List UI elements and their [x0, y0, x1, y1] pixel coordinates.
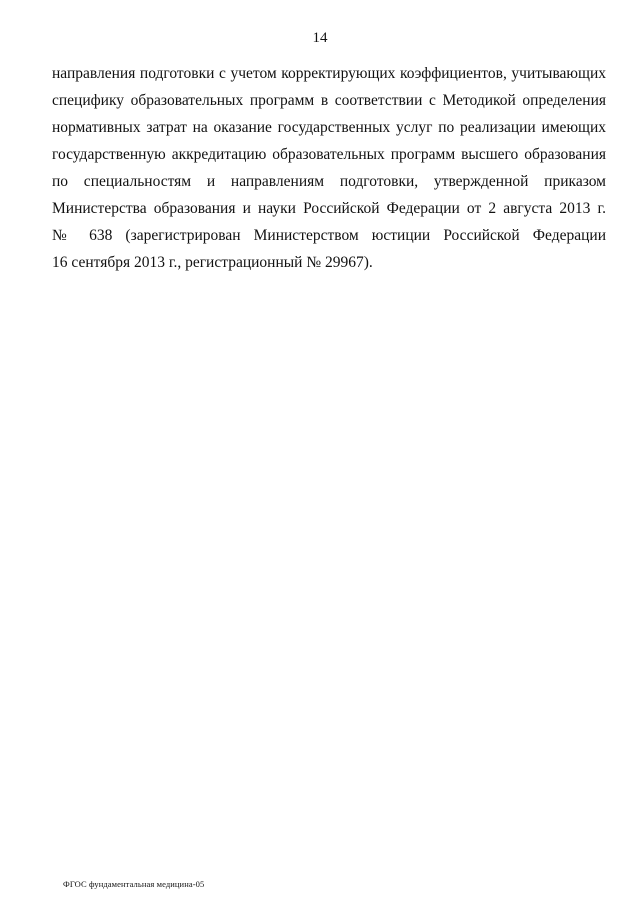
paragraph-line: направления подготовки с учетом корректирующих коэффициентов, учитывающих: [52, 65, 606, 82]
page-number: 14: [312, 30, 328, 46]
paragraph-line: специфику образовательных программ в соответствии с Методикой определения: [52, 92, 606, 109]
body-paragraph: [52, 60, 606, 276]
paragraph-line: 16 сентября 2013 г., регистрационный № 29967).: [52, 254, 373, 271]
document-footer: ФГОС фундаментальная медицина-05: [63, 879, 205, 889]
paragraph-line: государственную аккредитацию образовательных программ высшего образования: [52, 146, 606, 163]
paragraph-line: № 638 (зарегистрирован Министерством юстиции Российской Федерации: [52, 227, 606, 244]
paragraph-line: нормативных затрат на оказание государственных услуг по реализации имеющих: [52, 119, 606, 136]
paragraph-line: по специальностям и направлениям подготовки, утвержденной приказом: [52, 173, 606, 190]
paragraph-line: Министерства образования и науки Российской Федерации от 2 августа 2013 г.: [52, 200, 606, 217]
